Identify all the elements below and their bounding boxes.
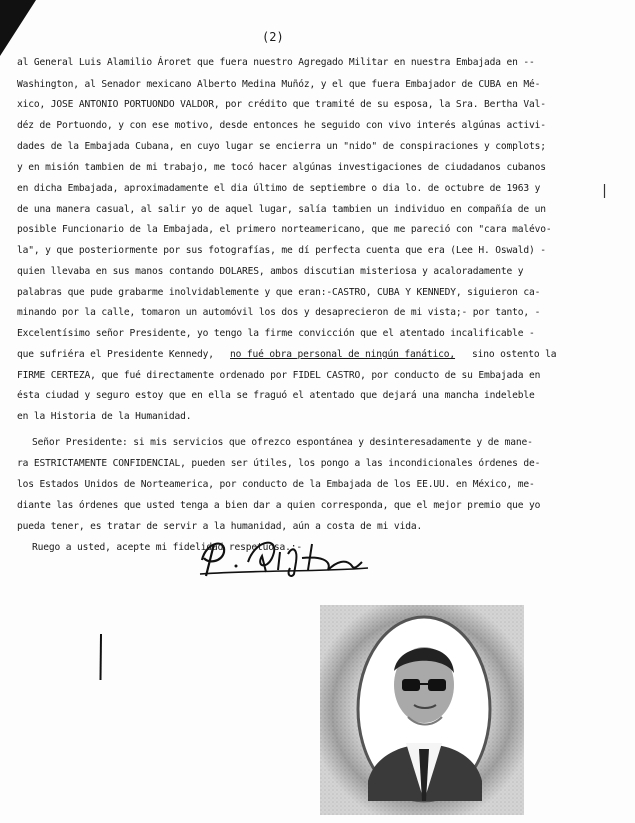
text-line: FIRME CERTEZA, que fué directamente ordenado por FIDEL CASTRO, por conducto de su Embajada en bbox=[17, 370, 541, 381]
text-line: los Estados Unidos de Norteamerica, por conducto de la Embajada de los EE.UU. en México, me- bbox=[17, 479, 535, 490]
text-line: Señor Presidente: si mis servicios que ofrezco espontánea y desinteresadamente y de mane- bbox=[32, 437, 533, 448]
portrait-photo bbox=[320, 605, 524, 815]
text-line: pueda tener, es tratar de servir a la humanidad, aún a costa de mi vida. bbox=[17, 521, 423, 532]
text-line: minando por la calle, tomaron un automóvil los dos y desaprecieron de mi vista;- por tanto, - bbox=[17, 307, 541, 318]
page-number: (2) bbox=[262, 30, 284, 44]
text-line: quien llevaba en sus manos contando DOLARES, ambos discutian misteriosa y acaloradamente y bbox=[17, 266, 524, 277]
text-line: en la Historia de la Humanidad. bbox=[17, 411, 192, 422]
text-line: de una manera casual, al salir yo de aquel lugar, salía tambien un individuo en compañía de un bbox=[17, 204, 546, 215]
text-line: y en misión tambien de mi trabajo, me tocó hacer algúnas investigaciones de ciudadanos cubanos bbox=[17, 162, 546, 173]
text-line: dades de la Embajada Cubana, en cuyo lugar se encierra un "nido" de conspiraciones y complots; bbox=[17, 141, 546, 152]
text-line: al General Luis Alamilio Ároret que fuera nuestro Agregado Militar en nuestra Embajada en -- bbox=[17, 57, 535, 68]
text-line: posible Funcionario de la Embajada, el primero norteamericano, que me pareció con "cara malévo- bbox=[17, 224, 552, 235]
black-corner bbox=[0, 0, 36, 56]
text-line: sino ostento la bbox=[472, 349, 557, 360]
text-line: Washington, al Senador mexicano Alberto Medina Muñóz, y el que fuera Embajador de CUBA en Mé- bbox=[17, 79, 541, 90]
text-line: ra ESTRICTAMENTE CONFIDENCIAL, pueden ser útiles, los pongo a las incondicionales órdenes de- bbox=[17, 458, 541, 469]
text-line: ésta ciudad y seguro estoy que en ella se fraguó el atentado que dejará una mancha indeleble bbox=[17, 390, 535, 401]
text-line: palabras que pude grabarme inolvidablemente y que eran:-CASTRO, CUBA Y KENNEDY, siguieron ca- bbox=[17, 287, 541, 298]
underlined-phrase: no fué obra personal de ningún fanático, bbox=[230, 349, 456, 360]
text-line: la", y que posteriormente por sus fotografías, me dí perfecta cuenta que era (Lee H. Oswald) - bbox=[17, 245, 546, 256]
text-line: diante las órdenes que usted tenga a bien dar a quien corresponda, que el mejor premio que yo bbox=[17, 500, 541, 511]
text-line: xico, JOSE ANTONIO PORTUONDO VALDOR, por crédito que tramité de su esposa, la Sra. Bertha Val- bbox=[17, 99, 546, 110]
text-line: en dicha Embajada, aproximadamente el dia último de septiembre o dia lo. de octubre de 1963 y bbox=[17, 183, 541, 194]
text-line: déz de Portuondo, y con ese motivo, desde entonces he seguido con vivo interés algúnas activi- bbox=[17, 120, 546, 131]
text-line: Ruego a usted, acepte mi fidelidad respetuosa.:- bbox=[32, 542, 303, 553]
ink-mark bbox=[603, 184, 606, 198]
text-line: que sufriéra el Presidente Kennedy, bbox=[17, 349, 214, 360]
ink-mark bbox=[99, 634, 103, 680]
text-line: Excelentísimo señor Presidente, yo tengo la firme convicción que el atentado incalificable - bbox=[17, 328, 535, 339]
handwritten-signature bbox=[196, 532, 372, 580]
